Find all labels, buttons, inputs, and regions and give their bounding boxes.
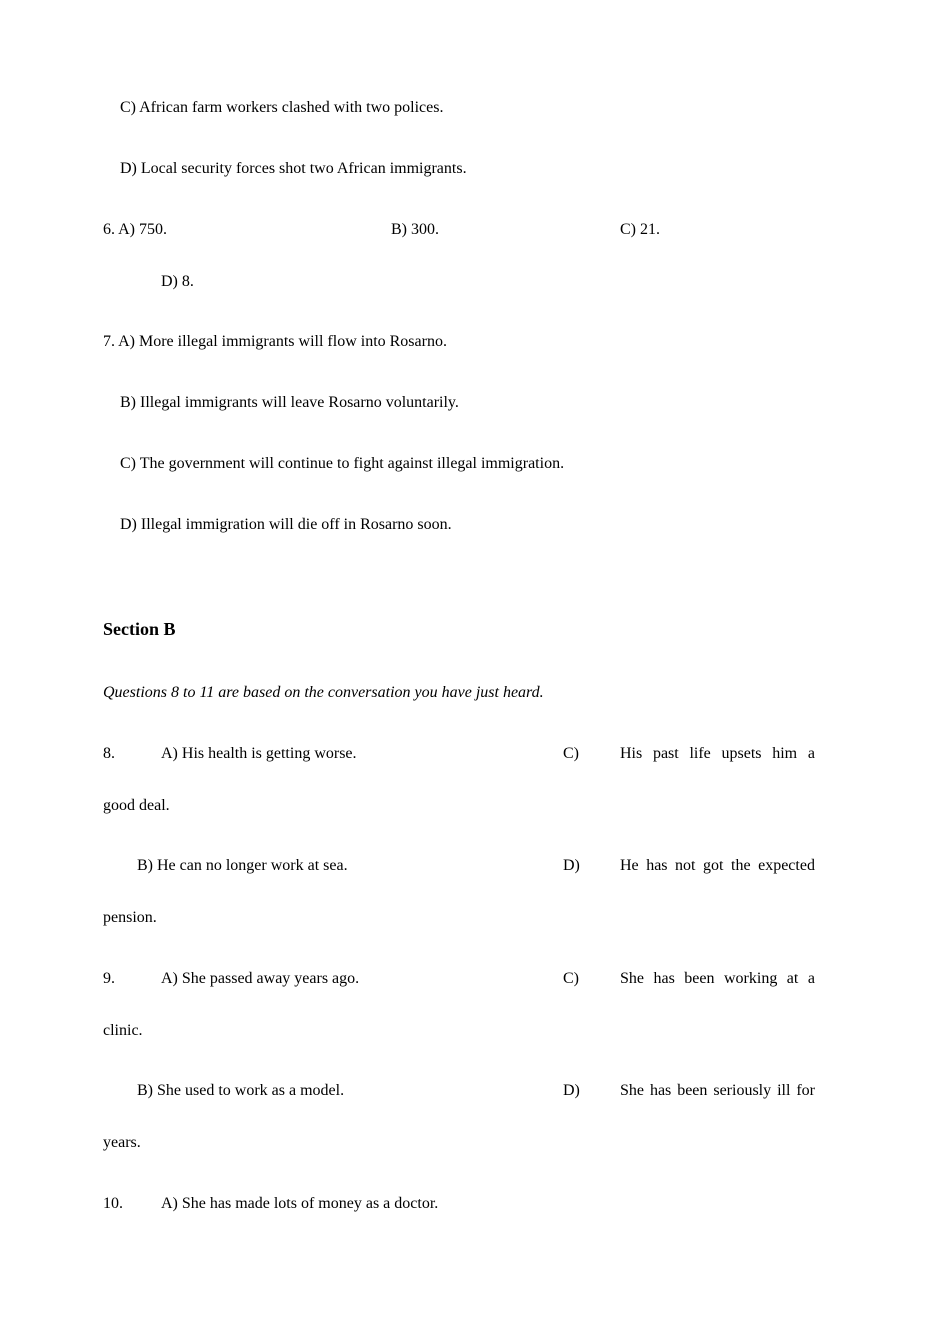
q8-option-b: B) He can no longer work at sea. xyxy=(137,857,348,874)
q9-option-a: A) She passed away years ago. xyxy=(161,970,360,987)
word: the xyxy=(731,857,751,874)
word: His xyxy=(620,745,643,762)
q7-option-a: 7. A) More illegal immigrants will flow into Rosarno. xyxy=(103,333,447,350)
word: not xyxy=(675,857,696,874)
q8-option-d-label: D) xyxy=(563,857,580,874)
word: got xyxy=(703,857,724,874)
q5-option-d: D) Local security forces shot two African immigrants. xyxy=(120,160,467,177)
word: been xyxy=(677,1082,708,1099)
q9-option-d-continuation: years. xyxy=(103,1134,141,1151)
q8-option-d-continuation: pension. xyxy=(103,909,157,926)
word: ill xyxy=(777,1082,791,1099)
section-b-instruction: Questions 8 to 11 are based on the conversation you have just heard. xyxy=(103,684,544,701)
q9-option-c-label: C) xyxy=(563,970,579,987)
q7-option-d: D) Illegal immigration will die off in Rosarno soon. xyxy=(120,516,452,533)
word: has xyxy=(646,857,668,874)
word: him xyxy=(772,745,798,762)
q10-number: 10. xyxy=(103,1195,123,1212)
word: been xyxy=(684,970,715,987)
q6-option-b: B) 300. xyxy=(391,221,439,238)
q9-number: 9. xyxy=(103,970,115,987)
q9-option-c-text xyxy=(620,969,815,989)
q8-option-a: A) His health is getting worse. xyxy=(161,745,357,762)
word: expected xyxy=(758,857,815,874)
q10-option-a: A) She has made lots of money as a doctor. xyxy=(161,1195,439,1212)
word: a xyxy=(807,970,815,987)
word: has xyxy=(653,970,675,987)
q7-option-c: C) The government will continue to fight against illegal immigration. xyxy=(120,455,565,472)
word: working xyxy=(723,970,778,987)
q9-option-c-continuation: clinic. xyxy=(103,1022,143,1039)
word: She xyxy=(620,1082,644,1099)
word: has xyxy=(649,1082,672,1099)
q6-option-c: C) 21. xyxy=(620,221,660,238)
word: She xyxy=(620,970,644,987)
q9-option-d-text xyxy=(620,1081,815,1101)
word: seriously xyxy=(713,1082,772,1099)
q9-option-d-label: D) xyxy=(563,1082,580,1099)
q8-option-c-continuation: good deal. xyxy=(103,797,170,814)
word: for xyxy=(796,1082,815,1099)
word: He xyxy=(620,857,639,874)
q8-option-c-label: C) xyxy=(563,745,579,762)
q6-option-a: 6. A) 750. xyxy=(103,221,167,238)
word: life xyxy=(689,745,711,762)
q8-option-c-text xyxy=(620,744,815,764)
word: a xyxy=(807,745,815,762)
q8-option-d-text xyxy=(620,856,815,876)
word: upsets xyxy=(721,745,762,762)
section-b-heading: Section B xyxy=(103,619,176,639)
q8-number: 8. xyxy=(103,745,115,762)
word: past xyxy=(652,745,679,762)
word: at xyxy=(786,970,799,987)
q6-option-d: D) 8. xyxy=(161,273,194,290)
q9-option-b: B) She used to work as a model. xyxy=(137,1082,345,1099)
q7-option-b: B) Illegal immigrants will leave Rosarno voluntarily. xyxy=(120,394,459,411)
q5-option-c: C) African farm workers clashed with two polices. xyxy=(120,99,444,116)
